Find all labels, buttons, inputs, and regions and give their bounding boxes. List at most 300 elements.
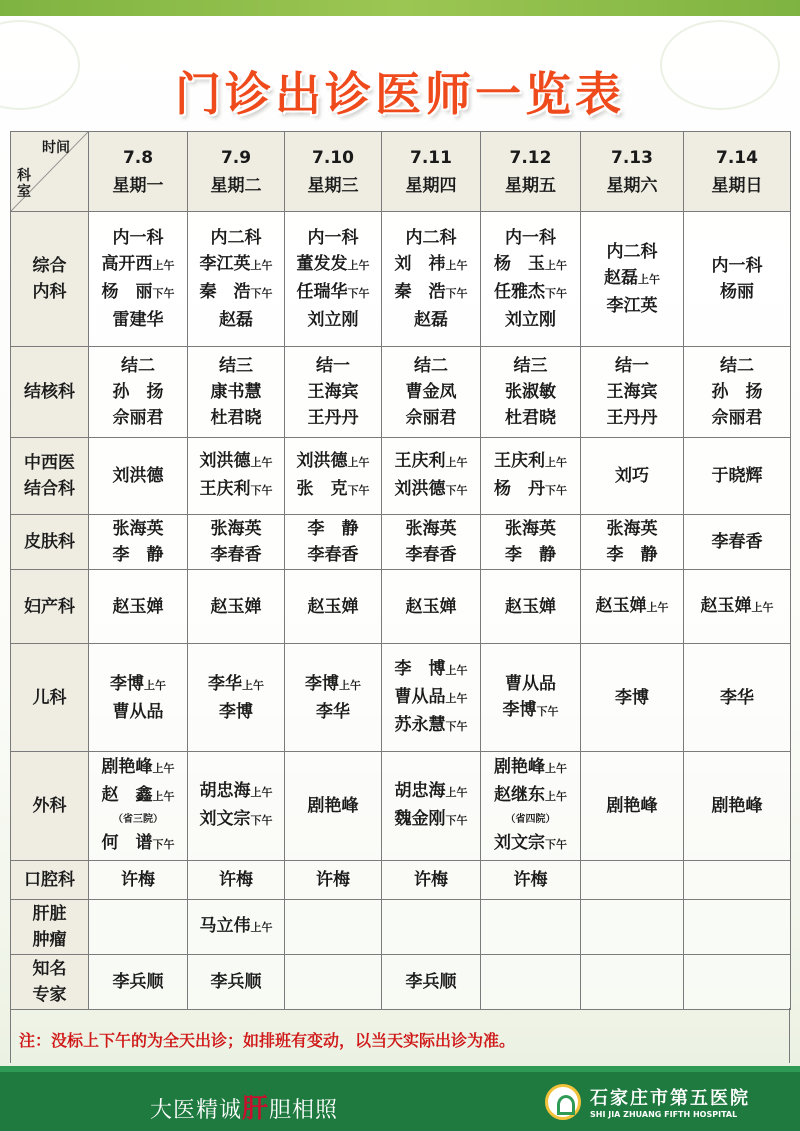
session-tag: 下午 bbox=[545, 484, 567, 497]
doctor-line bbox=[188, 251, 284, 279]
session-tag: 上午 bbox=[347, 259, 370, 272]
doctor-name: 内二科 bbox=[606, 242, 658, 262]
schedule-cell bbox=[481, 570, 581, 644]
session-tag: 上午 bbox=[152, 259, 175, 272]
session-tag: 上午 bbox=[445, 259, 468, 272]
department-cell bbox=[11, 900, 89, 955]
department-cell bbox=[11, 752, 89, 861]
schedule-cell bbox=[285, 347, 382, 438]
doctor-name: 苏永慧 bbox=[394, 714, 446, 735]
department-name: 肝脏 bbox=[32, 904, 67, 924]
doctor-line bbox=[188, 307, 284, 333]
schedule-cell bbox=[684, 438, 791, 515]
doctor-name: 刘洪德 bbox=[296, 451, 348, 471]
doctor-line bbox=[285, 594, 381, 620]
schedule-cell bbox=[382, 438, 481, 515]
schedule-cell bbox=[581, 861, 684, 900]
doctor-line bbox=[285, 279, 381, 307]
doctor-name: 结一 bbox=[316, 356, 350, 376]
doctor-line bbox=[285, 225, 381, 251]
doctor-name: 李兵顺 bbox=[112, 972, 164, 992]
doctor-name: 赵玉婵 bbox=[210, 596, 262, 617]
doctor-name: 内一科 bbox=[112, 228, 164, 248]
schedule-cell bbox=[188, 861, 285, 900]
doctor-name: 结二 bbox=[121, 356, 155, 376]
doctor-name: 内二科 bbox=[210, 228, 262, 248]
schedule-cell bbox=[89, 570, 188, 644]
session-tag: 下午 bbox=[347, 484, 370, 497]
doctor-name: 王庆利 bbox=[199, 479, 251, 499]
doctor-name: 雷建华 bbox=[112, 310, 164, 330]
department-name: 皮肤科 bbox=[24, 532, 75, 552]
doctor-line bbox=[382, 379, 480, 405]
department-cell bbox=[11, 644, 89, 752]
doctor-name: 结二 bbox=[414, 356, 448, 376]
doctor-name: 李博 bbox=[219, 701, 253, 722]
hospital-name-en: SHI JIA ZHUANG FIFTH HOSPITAL bbox=[590, 1110, 738, 1119]
doctor-name: 康书慧 bbox=[210, 382, 262, 402]
doctor-name: 王海宾 bbox=[606, 382, 658, 402]
schedule-table bbox=[10, 131, 791, 1010]
doctor-line bbox=[581, 516, 683, 542]
doctor-name: 李春香 bbox=[210, 545, 262, 565]
schedule-cell bbox=[89, 955, 188, 1010]
footer-band bbox=[0, 1066, 800, 1072]
doctor-line bbox=[581, 405, 683, 431]
session-tag: 上午 bbox=[250, 456, 273, 469]
doctor-name: 杨 玉 bbox=[494, 254, 545, 274]
doctor-line bbox=[285, 251, 381, 279]
department-name: 综合 bbox=[32, 256, 67, 276]
department-name: 肿瘤 bbox=[32, 930, 67, 950]
department-cell bbox=[11, 515, 89, 570]
session-tag: 上午 bbox=[545, 790, 567, 803]
day-header bbox=[581, 132, 684, 212]
doctor-line bbox=[89, 379, 187, 405]
session-tag: 下午 bbox=[250, 484, 273, 497]
doctor-line bbox=[285, 405, 381, 431]
doctor-line bbox=[285, 699, 381, 725]
schedule-cell bbox=[481, 955, 581, 1010]
doctor-name: 赵玉婵 bbox=[700, 595, 752, 616]
doctor-line bbox=[581, 239, 683, 265]
doctor-line bbox=[684, 793, 790, 819]
schedule-cell bbox=[89, 515, 188, 570]
doctor-name: 结一 bbox=[615, 356, 649, 376]
doctor-line bbox=[285, 476, 381, 504]
doctor-line bbox=[581, 265, 683, 293]
doctor-name: 李江英 bbox=[606, 296, 658, 316]
top-bar bbox=[0, 0, 800, 16]
doctor-name: 赵玉婵 bbox=[307, 596, 359, 617]
schedule-cell bbox=[581, 438, 684, 515]
doctor-line bbox=[684, 279, 790, 305]
doctor-line bbox=[89, 279, 187, 307]
doctor-line bbox=[382, 594, 480, 620]
session-tag: 上午 bbox=[545, 456, 567, 469]
schedule-cell bbox=[581, 900, 684, 955]
doctor-name: 剧艳峰 bbox=[101, 757, 153, 777]
doctor-line bbox=[382, 448, 480, 476]
doctor-line bbox=[684, 685, 790, 711]
hospital-note: （省四院） bbox=[505, 814, 556, 825]
session-tag: 上午 bbox=[250, 921, 273, 934]
hospital-name: 石家庄市第五医院 bbox=[590, 1088, 750, 1109]
doctor-name: 许梅 bbox=[121, 870, 155, 890]
session-tag: 上午 bbox=[152, 762, 175, 775]
doctor-line bbox=[581, 353, 683, 379]
doctor-name: 内二科 bbox=[405, 228, 457, 248]
schedule-cell bbox=[188, 515, 285, 570]
doctor-name: 许梅 bbox=[219, 870, 253, 890]
doctor-line bbox=[684, 353, 790, 379]
session-tag: 下午 bbox=[250, 287, 273, 300]
doctor-line bbox=[285, 307, 381, 333]
session-tag: 上午 bbox=[445, 663, 468, 677]
doctor-name: 剧艳峰 bbox=[711, 796, 763, 816]
doctor-line bbox=[382, 778, 480, 806]
doctor-line bbox=[89, 867, 187, 893]
doctor-name: 佘丽君 bbox=[112, 408, 164, 428]
doctor-line bbox=[481, 867, 580, 893]
doctor-line bbox=[382, 542, 480, 568]
doctor-name: 秦 浩 bbox=[394, 282, 446, 302]
session-tag: 上午 bbox=[445, 691, 468, 705]
doctor-line bbox=[481, 754, 580, 782]
schedule-cell bbox=[684, 515, 791, 570]
doctor-line bbox=[481, 671, 580, 697]
table-row bbox=[11, 515, 791, 570]
doctor-name: 内一科 bbox=[307, 228, 359, 248]
schedule-cell bbox=[481, 347, 581, 438]
doctor-name: 曹从品 bbox=[394, 686, 446, 707]
table-row bbox=[11, 570, 791, 644]
doctor-line bbox=[581, 542, 683, 568]
weekday: 星期五 bbox=[505, 175, 556, 196]
doctor-line bbox=[581, 293, 683, 319]
doctor-name: 赵磊 bbox=[414, 310, 448, 330]
slogan bbox=[150, 1088, 338, 1125]
doctor-line bbox=[481, 697, 580, 725]
doctor-name: 李 静 bbox=[307, 519, 359, 539]
doctor-name: 李华 bbox=[316, 701, 350, 722]
table-row bbox=[11, 438, 791, 515]
department-name: 内科 bbox=[32, 282, 67, 302]
schedule-cell bbox=[285, 644, 382, 752]
doctor-line bbox=[89, 782, 187, 810]
doctor-name: 李 静 bbox=[112, 545, 164, 565]
doctor-line bbox=[481, 251, 580, 279]
doctor-line bbox=[89, 405, 187, 431]
doctor-name: 佘丽君 bbox=[711, 408, 763, 428]
session-tag: 下午 bbox=[445, 814, 468, 827]
doctor-line bbox=[188, 448, 284, 476]
doctor-name: 刘洪德 bbox=[199, 451, 251, 471]
slogan-part: 胆相照 bbox=[269, 1098, 339, 1123]
doctor-name: 许梅 bbox=[414, 870, 448, 890]
doctor-line bbox=[481, 476, 580, 504]
schedule-cell bbox=[684, 570, 791, 644]
doctor-line bbox=[89, 594, 187, 620]
schedule-cell bbox=[188, 570, 285, 644]
session-tag: 上午 bbox=[751, 600, 774, 614]
date: 7.12 bbox=[509, 147, 552, 168]
doctor-name: 赵 鑫 bbox=[101, 785, 153, 805]
doctor-line bbox=[684, 529, 790, 555]
doctor-line bbox=[382, 867, 480, 893]
schedule-cell bbox=[684, 752, 791, 861]
session-tag: 上午 bbox=[545, 762, 567, 775]
doctor-name: 张海英 bbox=[112, 519, 164, 539]
schedule-cell bbox=[684, 644, 791, 752]
doctor-line bbox=[382, 405, 480, 431]
doctor-line bbox=[382, 712, 480, 740]
doctor-line bbox=[382, 516, 480, 542]
slogan-part: 大医精诚 bbox=[150, 1098, 243, 1123]
doctor-line bbox=[684, 405, 790, 431]
schedule-cell bbox=[581, 347, 684, 438]
doctor-name: 刘立刚 bbox=[505, 310, 556, 330]
day-header bbox=[481, 132, 581, 212]
date: 7.10 bbox=[312, 147, 354, 168]
department-name: 专家 bbox=[32, 985, 67, 1005]
doctor-name: 任瑞华 bbox=[296, 282, 348, 302]
session-tag: 上午 bbox=[445, 786, 468, 799]
doctor-name: 赵磊 bbox=[219, 310, 253, 330]
doctor-name: 结三 bbox=[513, 356, 548, 376]
doctor-name: 王庆利 bbox=[394, 451, 446, 471]
weekday: 星期三 bbox=[307, 175, 359, 196]
department-cell bbox=[11, 212, 89, 347]
doctor-line bbox=[188, 516, 284, 542]
department-cell bbox=[11, 570, 89, 644]
schedule-cell bbox=[581, 752, 684, 861]
session-tag: 下午 bbox=[545, 287, 567, 300]
doctor-line bbox=[382, 656, 480, 684]
doctor-name: 李江英 bbox=[199, 254, 251, 274]
hospital-note: （省三院） bbox=[113, 814, 163, 825]
doctor-line bbox=[285, 379, 381, 405]
footer bbox=[0, 1066, 800, 1131]
schedule-cell bbox=[581, 515, 684, 570]
department-cell bbox=[11, 438, 89, 515]
schedule-cell bbox=[188, 438, 285, 515]
doctor-name: 佘丽君 bbox=[405, 408, 457, 428]
schedule-cell bbox=[481, 900, 581, 955]
department-name: 结合科 bbox=[24, 479, 75, 499]
doctor-name: 李春香 bbox=[711, 532, 763, 552]
doctor-name: 任雅杰 bbox=[494, 282, 545, 302]
doctor-name: 何 谱 bbox=[101, 833, 153, 853]
doctor-name: 曹从品 bbox=[505, 673, 556, 694]
date: 7.13 bbox=[611, 147, 653, 168]
doctor-line bbox=[188, 476, 284, 504]
doctor-name: 结三 bbox=[219, 356, 253, 376]
doctor-line bbox=[382, 969, 480, 995]
doctor-name: 魏金刚 bbox=[394, 809, 446, 829]
weekday: 星期一 bbox=[112, 175, 164, 196]
doctor-name: 秦 浩 bbox=[199, 282, 251, 302]
doctor-line bbox=[188, 867, 284, 893]
department-name: 结核科 bbox=[24, 382, 75, 402]
doctor-name: 刘 祎 bbox=[394, 254, 446, 274]
session-tag: 上午 bbox=[445, 456, 468, 469]
doctor-line bbox=[188, 542, 284, 568]
session-tag: 下午 bbox=[250, 814, 273, 827]
table-row bbox=[11, 212, 791, 347]
doctor-name: 马立伟 bbox=[199, 916, 251, 936]
doctor-name: 李博 bbox=[502, 699, 537, 720]
doctor-name: 杨 丽 bbox=[101, 282, 153, 302]
doctor-name: 杜君晓 bbox=[210, 408, 262, 428]
doctor-name: 曹从品 bbox=[112, 701, 164, 722]
day-header bbox=[188, 132, 285, 212]
schedule-cell bbox=[684, 212, 791, 347]
doctor-line bbox=[481, 542, 580, 568]
hospital-logo-icon bbox=[545, 1084, 581, 1120]
doctor-line bbox=[684, 463, 790, 489]
doctor-name: 赵玉婵 bbox=[405, 596, 457, 617]
date: 7.9 bbox=[220, 147, 252, 168]
doctor-line bbox=[481, 448, 580, 476]
day-header bbox=[382, 132, 481, 212]
doctor-line bbox=[481, 353, 580, 379]
schedule-cell bbox=[285, 861, 382, 900]
schedule-cell bbox=[382, 515, 481, 570]
schedule-cell bbox=[382, 900, 481, 955]
schedule-cell bbox=[481, 861, 581, 900]
doctor-name: 孙 扬 bbox=[112, 382, 164, 402]
session-tag: 下午 bbox=[152, 287, 175, 300]
weekday: 星期四 bbox=[405, 175, 457, 196]
table-row bbox=[11, 347, 791, 438]
doctor-name: 剧艳峰 bbox=[606, 796, 658, 816]
schedule-cell bbox=[285, 212, 382, 347]
doctor-line bbox=[581, 379, 683, 405]
table-row bbox=[11, 900, 791, 955]
doctor-name: 王丹丹 bbox=[606, 408, 658, 428]
doctor-name: 张海英 bbox=[405, 519, 457, 539]
session-tag: 上午 bbox=[144, 678, 166, 692]
session-tag: 下午 bbox=[545, 838, 567, 851]
corner-time-label: 时间 bbox=[42, 140, 70, 156]
doctor-line bbox=[382, 279, 480, 307]
doctor-name: 内一科 bbox=[711, 256, 763, 276]
doctor-name: 李博 bbox=[305, 673, 339, 694]
doctor-line bbox=[188, 405, 284, 431]
doctor-line bbox=[481, 307, 580, 333]
doctor-line bbox=[684, 593, 790, 621]
schedule-cell bbox=[684, 900, 791, 955]
doctor-name: 胡忠海 bbox=[199, 781, 251, 801]
doctor-line bbox=[188, 594, 284, 620]
schedule-cell bbox=[89, 861, 188, 900]
doctor-line bbox=[89, 830, 187, 858]
doctor-line bbox=[481, 405, 580, 431]
schedule-cell bbox=[581, 570, 684, 644]
doctor-name: 剧艳峰 bbox=[307, 796, 359, 816]
doctor-line bbox=[188, 671, 284, 699]
schedule-cell bbox=[581, 212, 684, 347]
doctor-line bbox=[188, 699, 284, 725]
doctor-name: 李博 bbox=[110, 673, 144, 694]
doctor-name: 杨丽 bbox=[720, 282, 754, 302]
session-tag: 上午 bbox=[646, 600, 669, 614]
schedule-cell bbox=[188, 752, 285, 861]
doctor-line bbox=[89, 353, 187, 379]
doctor-line bbox=[89, 969, 187, 995]
doctor-line bbox=[188, 353, 284, 379]
session-tag: 上午 bbox=[339, 678, 361, 692]
schedule-cell bbox=[382, 212, 481, 347]
doctor-name: 张海英 bbox=[606, 519, 658, 539]
doctor-name: 孙 扬 bbox=[711, 382, 763, 402]
weekday: 星期日 bbox=[711, 175, 763, 196]
session-tag: 下午 bbox=[445, 719, 468, 733]
doctor-name: 王庆利 bbox=[494, 451, 545, 471]
doctor-name: 李华 bbox=[208, 673, 242, 694]
doctor-line bbox=[581, 685, 683, 711]
doctor-name: 李 静 bbox=[606, 545, 658, 565]
schedule-cell bbox=[382, 752, 481, 861]
doctor-line bbox=[382, 307, 480, 333]
schedule-cell bbox=[481, 438, 581, 515]
doctor-name: 李 静 bbox=[505, 545, 556, 565]
doctor-name: 刘巧 bbox=[615, 466, 649, 486]
doctor-line bbox=[581, 593, 683, 621]
weekday: 星期二 bbox=[210, 175, 262, 196]
schedule-cell bbox=[481, 644, 581, 752]
doctor-name: 赵玉婵 bbox=[505, 596, 556, 617]
department-cell bbox=[11, 347, 89, 438]
doctor-name: 刘洪德 bbox=[394, 479, 446, 499]
doctor-name: 许梅 bbox=[513, 870, 548, 890]
doctor-name: 刘文宗 bbox=[494, 833, 545, 853]
doctor-name: 王海宾 bbox=[307, 382, 359, 402]
corner-header bbox=[11, 132, 89, 212]
department-name: 中西医 bbox=[24, 453, 75, 473]
schedule-cell bbox=[89, 347, 188, 438]
doctor-line bbox=[89, 307, 187, 333]
department-name: 知名 bbox=[32, 959, 67, 979]
doctor-name: 赵磊 bbox=[604, 268, 638, 288]
doctor-name: 张海英 bbox=[505, 519, 556, 539]
doctor-name: 刘洪德 bbox=[112, 466, 164, 486]
department-cell bbox=[11, 955, 89, 1010]
schedule-cell bbox=[382, 861, 481, 900]
session-tag: 下午 bbox=[445, 484, 468, 497]
doctor-line bbox=[481, 516, 580, 542]
doctor-name: 李华 bbox=[720, 687, 754, 708]
schedule-cell bbox=[382, 955, 481, 1010]
doctor-line bbox=[188, 778, 284, 806]
session-tag: 上午 bbox=[152, 790, 175, 803]
doctor-line bbox=[285, 353, 381, 379]
doctor-line bbox=[684, 379, 790, 405]
doctor-name: 高开西 bbox=[101, 254, 153, 274]
doctor-line bbox=[89, 463, 187, 489]
doctor-line bbox=[481, 379, 580, 405]
schedule-cell bbox=[684, 861, 791, 900]
day-header bbox=[89, 132, 188, 212]
schedule-cell bbox=[481, 212, 581, 347]
department-name: 口腔科 bbox=[24, 870, 75, 890]
schedule-cell bbox=[285, 752, 382, 861]
doctor-line bbox=[382, 251, 480, 279]
date: 7.11 bbox=[410, 147, 452, 168]
doctor-name: 胡忠海 bbox=[394, 781, 446, 801]
doctor-line bbox=[481, 594, 580, 620]
